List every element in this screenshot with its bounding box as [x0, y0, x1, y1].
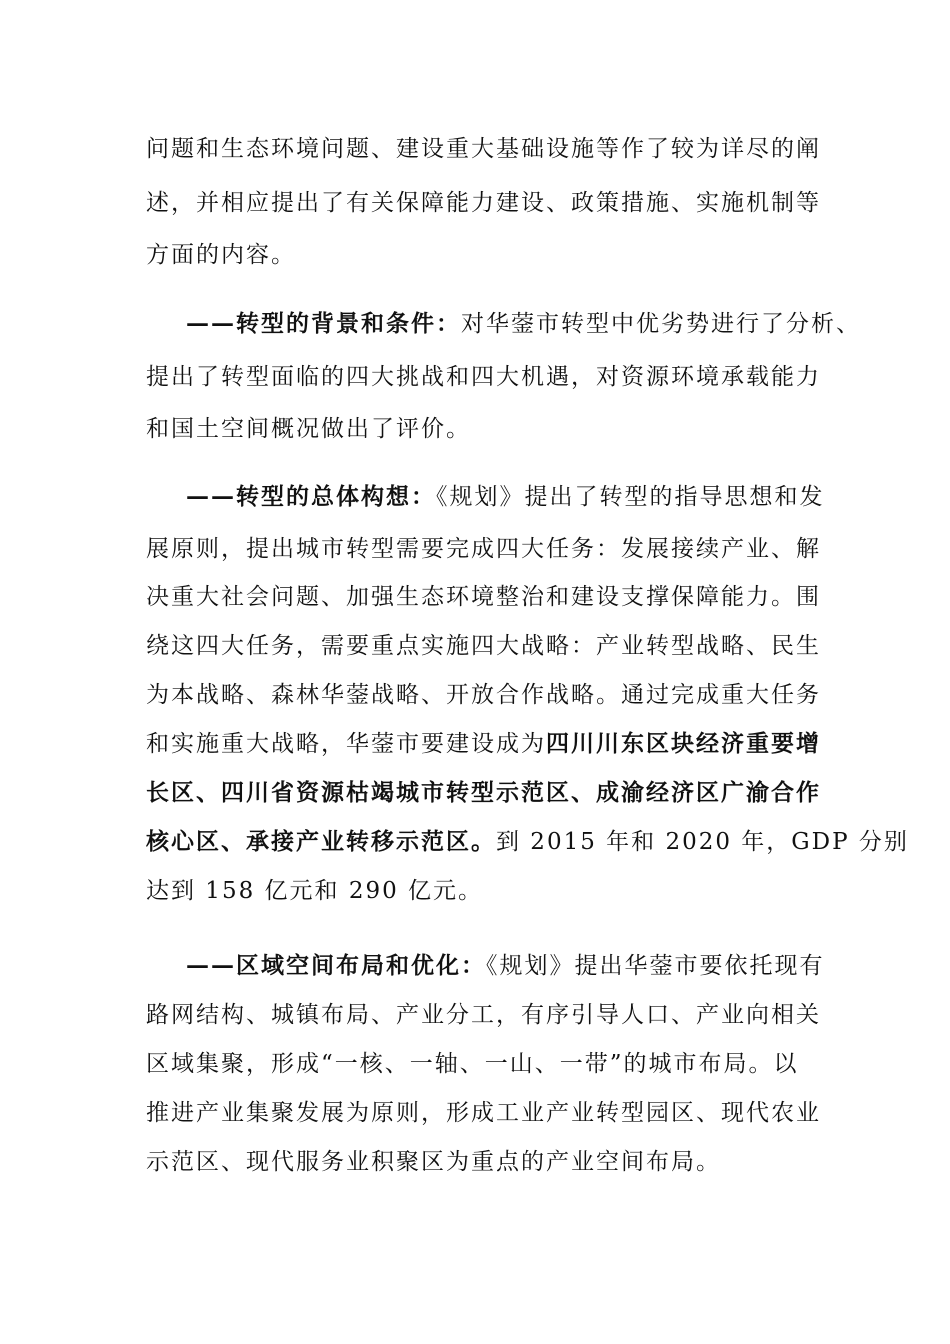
- paragraph-4-line-2: 路网结构、城镇布局、产业分工，有序引导人口、产业向相关: [146, 1002, 821, 1028]
- paragraph-2-line-2: 提出了转型面临的四大挑战和四大机遇，对资源环境承载能力: [146, 364, 821, 390]
- paragraph-3-bold-3: 核心区、承接产业转移示范区。: [146, 828, 496, 855]
- paragraph-3-bold-2: 长区、四川省资源枯竭城市转型示范区、成渝经济区广渝合作: [146, 779, 821, 806]
- paragraph-3-line-6: [146, 729, 821, 759]
- paragraph-4-line-4: 推进产业集聚发展为原则，形成工业产业转型园区、现代农业: [146, 1100, 821, 1126]
- paragraph-3-line-8: [146, 827, 909, 857]
- paragraph-3-line-4: 绕这四大任务，需要重点实施四大战略：产业转型战略、民生: [146, 633, 821, 659]
- paragraph-3-line-6-text: 和实施重大战略，华蓥市要建设成为: [146, 731, 546, 757]
- paragraph-4-line-3: 区域集聚，形成“一核、一轴、一山、一带”的城市布局。以: [146, 1051, 799, 1077]
- paragraph-4-text: 《规划》提出华蓥市要依托现有: [486, 953, 825, 979]
- paragraph-4-line-5: 示范区、现代服务业积聚区为重点的产业空间布局。: [146, 1149, 721, 1175]
- paragraph-3-heading: ——转型的总体构想：: [186, 483, 436, 510]
- paragraph-1-line-2: 述，并相应提出了有关保障能力建设、政策措施、实施机制等: [146, 190, 821, 216]
- paragraph-3-tail-2: 达到 158 亿元和 290 亿元。: [146, 878, 484, 904]
- paragraph-1-line-3: 方面的内容。: [146, 242, 296, 268]
- paragraph-1-line-1: 问题和生态环境问题、建设重大基础设施等作了较为详尽的阐: [146, 136, 821, 162]
- paragraph-4-heading: ——区域空间布局和优化：: [186, 952, 486, 979]
- paragraph-2-line-3: 和国土空间概况做出了评价。: [146, 416, 471, 442]
- paragraph-3-line-5: 为本战略、森林华蓥战略、开放合作战略。通过完成重大任务: [146, 682, 821, 708]
- paragraph-2-line-1: [186, 309, 861, 339]
- paragraph-3-line-3: 决重大社会问题、加强生态环境整治和建设支撑保障能力。围: [146, 584, 821, 610]
- paragraph-4-line-1: [186, 951, 825, 981]
- paragraph-2-text: 对华蓥市转型中优劣势进行了分析、: [461, 311, 861, 337]
- paragraph-3-line-2: 展原则，提出城市转型需要完成四大任务：发展接续产业、解: [146, 536, 821, 562]
- paragraph-3-bold-1: 四川川东区块经济重要增: [546, 730, 821, 757]
- paragraph-3-line-1: [186, 482, 825, 512]
- paragraph-3-text: 《规划》提出了转型的指导思想和发: [436, 484, 825, 510]
- paragraph-3-tail-1: 到 2015 年和 2020 年，GDP 分别: [496, 829, 909, 855]
- paragraph-2-heading: ——转型的背景和条件：: [186, 310, 461, 337]
